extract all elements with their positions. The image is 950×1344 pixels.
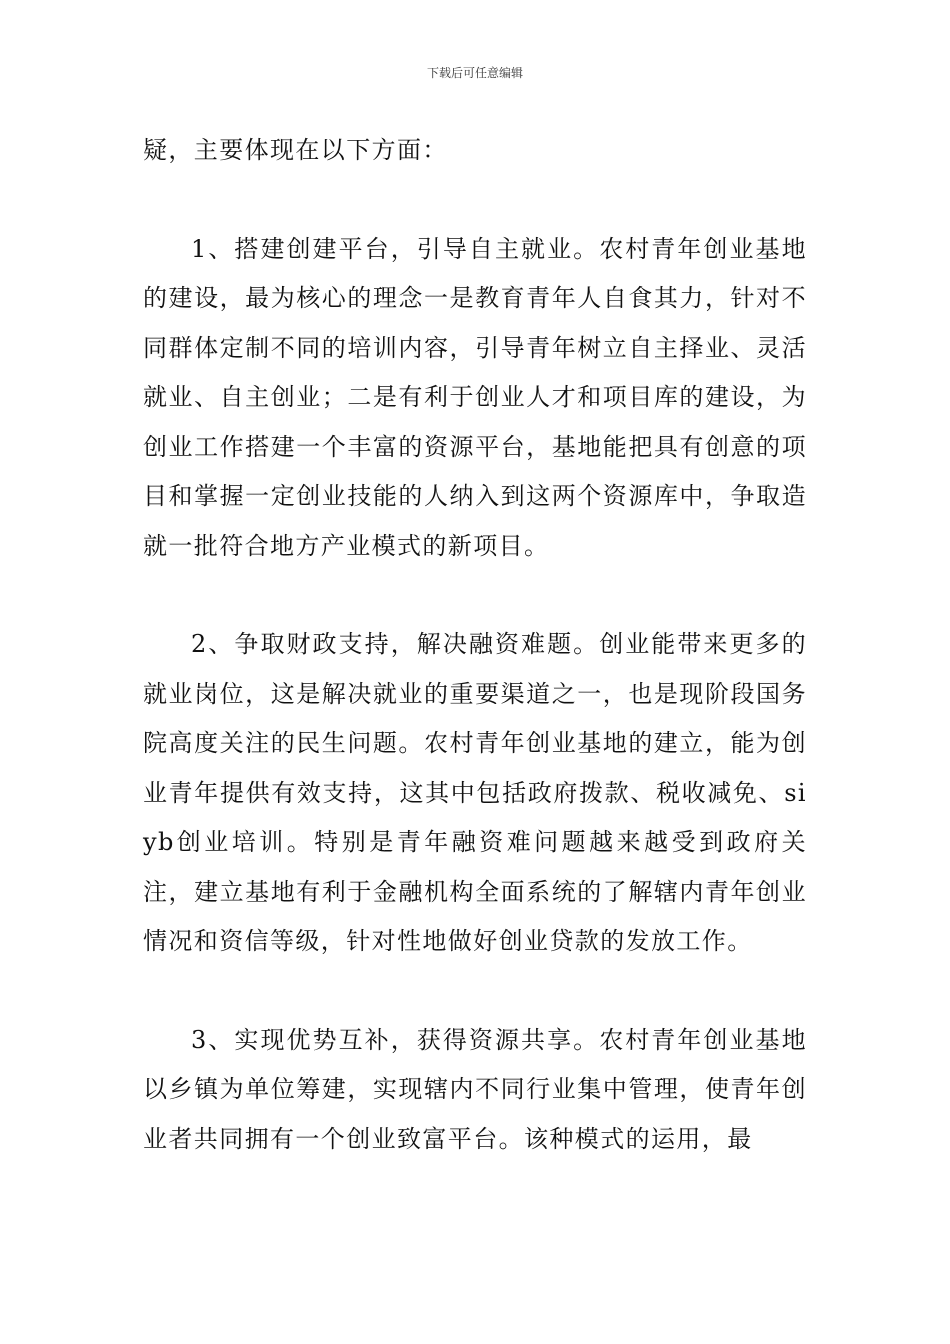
paragraph-item-1: 1、搭建创建平台，引导自主就业。农村青年创业基地的建设，最为核心的理念一是教育青年人自食其力，针对不同群体定制不同的培训内容，引导青年树立自主择业、灵活就业、自主创业；二是有利于创业人才和项目库的建设，为创业工作搭建一个丰富的资源平台，基地能把具有创意的项目和掌握一定创业技能的人纳入到这两个资源库中，争取造就一批符合地方产业模式的新项目。 xyxy=(143,234,807,560)
document-body xyxy=(143,126,807,1164)
paragraph-item-2: 2、争取财政支持，解决融资难题。创业能带来更多的就业岗位，这是解决就业的重要渠道之一，也是现阶段国务院高度关注的民生问题。农村青年创业基地的建立，能为创业青年提供有效支持，这其中包括政府拨款、税收减免、siyb创业培训。特别是青年融资难问题越来越受到政府关注，建立基地有利于金融机构全面系统的了解辖内青年创业情况和资信等级，针对性地做好创业贷款的发放工作。 xyxy=(143,630,807,955)
paragraph-item-3: 3、实现优势互补，获得资源共享。农村青年创业基地以乡镇为单位筹建，实现辖内不同行业集中管理，使青年创业者共同拥有一个创业致富平台。该种模式的运用，最 xyxy=(143,1025,807,1153)
paragraph-intro: 疑，主要体现在以下方面： xyxy=(143,136,448,164)
page-header-note: 下载后可任意编辑 xyxy=(426,66,523,80)
